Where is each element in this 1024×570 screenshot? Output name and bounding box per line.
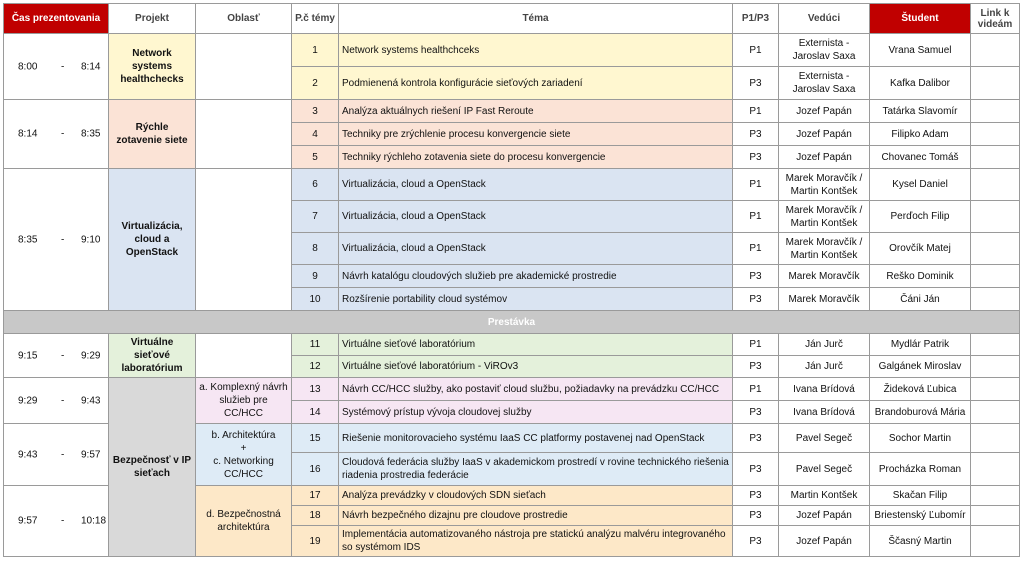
video-link-cell[interactable] — [971, 288, 1020, 311]
table-row: 12 Virtuálne sieťové laboratórium - ViROv3 P3 Ján Jurč Galgánek Miroslav — [4, 356, 1020, 378]
video-link-cell[interactable] — [971, 506, 1020, 526]
video-link-cell[interactable] — [971, 526, 1020, 557]
video-link-cell[interactable] — [971, 378, 1020, 401]
video-link-cell[interactable] — [971, 169, 1020, 201]
header-tema: Téma — [339, 4, 733, 34]
video-link-cell[interactable] — [971, 34, 1020, 67]
area-cell: b. Architektúra + c. Networking CC/HCC — [196, 424, 292, 486]
area-cell — [196, 100, 292, 169]
video-link-cell[interactable] — [971, 67, 1020, 100]
table-row: 8:00 - 8:14 Network systems healthchecks 1 Network systems healthchceks P1 Externista - Jaroslav Saxa Vrana Samuel — [4, 34, 1020, 67]
table-row: 14 Systémový prístup vývoja cloudovej služby P3 Ivana Brídová Brandoburová Mária — [4, 401, 1020, 424]
table-row: 9:29 - 9:43 Bezpečnosť v IP sieťach a. Komplexný návrh služieb pre CC/HCC 13 Návrh CC/HCC služby, ako postaviť cloud službu, požiadavky na prevádzku CC/HCC P1 Ivana Brídová Žideková Ľubica — [4, 378, 1020, 401]
header-student: Študent — [870, 4, 971, 34]
area-cell — [196, 169, 292, 311]
video-link-cell[interactable] — [971, 265, 1020, 288]
table-row: 4 Techniky pre zrýchlenie procesu konvergencie siete P3 Jozef Papán Filipko Adam — [4, 123, 1020, 146]
area-cell — [196, 34, 292, 100]
table-row: 18 Návrh bezpečného dizajnu pre cloudove prostredie P3 Jozef Papán Briestenský Ľubomír — [4, 506, 1020, 526]
header-projekt: Projekt — [109, 4, 196, 34]
area-cell — [196, 334, 292, 378]
area-cell: a. Komplexný návrh služieb pre CC/HCC — [196, 378, 292, 424]
area-cell: d. Bezpečnostná architektúra — [196, 486, 292, 557]
project-cell: Virtualizácia, cloud a OpenStack — [109, 169, 196, 311]
time-cell: 8:14 - 8:35 — [4, 100, 109, 169]
table-row: 9:15 - 9:29 Virtuálne sieťové laboratórium 11 Virtuálne sieťové laboratórium P1 Ján Jurč Mydlár Patrik — [4, 334, 1020, 356]
header-row — [4, 4, 1020, 34]
header-p: P1/P3 — [733, 4, 779, 34]
video-link-cell[interactable] — [971, 453, 1020, 486]
time-cell: 9:29 - 9:43 — [4, 378, 109, 424]
time-cell: 9:15 - 9:29 — [4, 334, 109, 378]
table-row: 9:43 - 9:57 b. Architektúra + c. Networking CC/HCC 15 Riešenie monitorovacieho systému IaaS CC platformy postavenej nad OpenStack P3 Pavel Segeč Sochor Martin — [4, 424, 1020, 453]
schedule-table — [3, 3, 1020, 557]
table-row: 2 Podmienená kontrola konfigurácie sieťových zariadení P3 Externista - Jaroslav Saxa Kafka Dalibor — [4, 67, 1020, 100]
video-link-cell[interactable] — [971, 486, 1020, 506]
time-cell: 8:00 - 8:14 — [4, 34, 109, 100]
break-row — [4, 311, 1020, 334]
video-link-cell[interactable] — [971, 146, 1020, 169]
video-link-cell[interactable] — [971, 201, 1020, 233]
video-link-cell[interactable] — [971, 401, 1020, 424]
table-row: 7 Virtualizácia, cloud a OpenStack P1 Marek Moravčík / Martin Kontšek Perďoch Filip — [4, 201, 1020, 233]
time-cell: 9:43 - 9:57 — [4, 424, 109, 486]
video-link-cell[interactable] — [971, 424, 1020, 453]
table-row: 8 Virtualizácia, cloud a OpenStack P1 Marek Moravčík / Martin Kontšek Orovčík Matej — [4, 233, 1020, 265]
table-row: 10 Rozšírenie portability cloud systémov P3 Marek Moravčík Čáni Ján — [4, 288, 1020, 311]
table-row: 8:35 - 9:10 Virtualizácia, cloud a OpenStack 6 Virtualizácia, cloud a OpenStack P1 Marek Moravčík / Martin Kontšek Kysel Daniel — [4, 169, 1020, 201]
table-row: 16 Cloudová federácia služby IaaS v akademickom prostredí v rovine technického riešenia riadenia prostredia federácie P3 Pavel Segeč Procházka Roman — [4, 453, 1020, 486]
time-cell: 9:57 - 10:18 — [4, 486, 109, 557]
header-pc: P.č témy — [292, 4, 339, 34]
project-cell: Rýchle zotavenie siete — [109, 100, 196, 169]
header-cas: Čas prezentovania — [4, 4, 109, 34]
video-link-cell[interactable] — [971, 356, 1020, 378]
table-row: 8:14 - 8:35 Rýchle zotavenie siete 3 Analýza aktuálnych riešení IP Fast Reroute P1 Jozef Papán Tatárka Slavomír — [4, 100, 1020, 123]
project-cell: Network systems healthchecks — [109, 34, 196, 100]
project-cell: Bezpečnosť v IP sieťach — [109, 378, 196, 557]
video-link-cell[interactable] — [971, 233, 1020, 265]
break-label: Prestávka — [4, 311, 1020, 334]
table-row: 9 Návrh katalógu cloudových služieb pre akademické prostredie P3 Marek Moravčík Reško Dominik — [4, 265, 1020, 288]
header-veduci: Vedúci — [779, 4, 870, 34]
project-cell: Virtuálne sieťové laboratórium — [109, 334, 196, 378]
video-link-cell[interactable] — [971, 100, 1020, 123]
header-oblast: Oblasť — [196, 4, 292, 34]
time-cell: 8:35 - 9:10 — [4, 169, 109, 311]
video-link-cell[interactable] — [971, 334, 1020, 356]
table-row: 5 Techniky rýchleho zotavenia siete do procesu konvergencie P3 Jozef Papán Chovanec Tomáš — [4, 146, 1020, 169]
table-row: 19 Implementácia automatizovaného nástroja pre statickú analýzu malvéru integrovaného so systémom IDS P3 Jozef Papán Ščasný Martin — [4, 526, 1020, 557]
table-row: 9:57 - 10:18 d. Bezpečnostná architektúra 17 Analýza prevádzky v cloudových SDN sieťach P3 Martin Kontšek Skačan Filip — [4, 486, 1020, 506]
video-link-cell[interactable] — [971, 123, 1020, 146]
header-link: Link k videám — [971, 4, 1020, 34]
